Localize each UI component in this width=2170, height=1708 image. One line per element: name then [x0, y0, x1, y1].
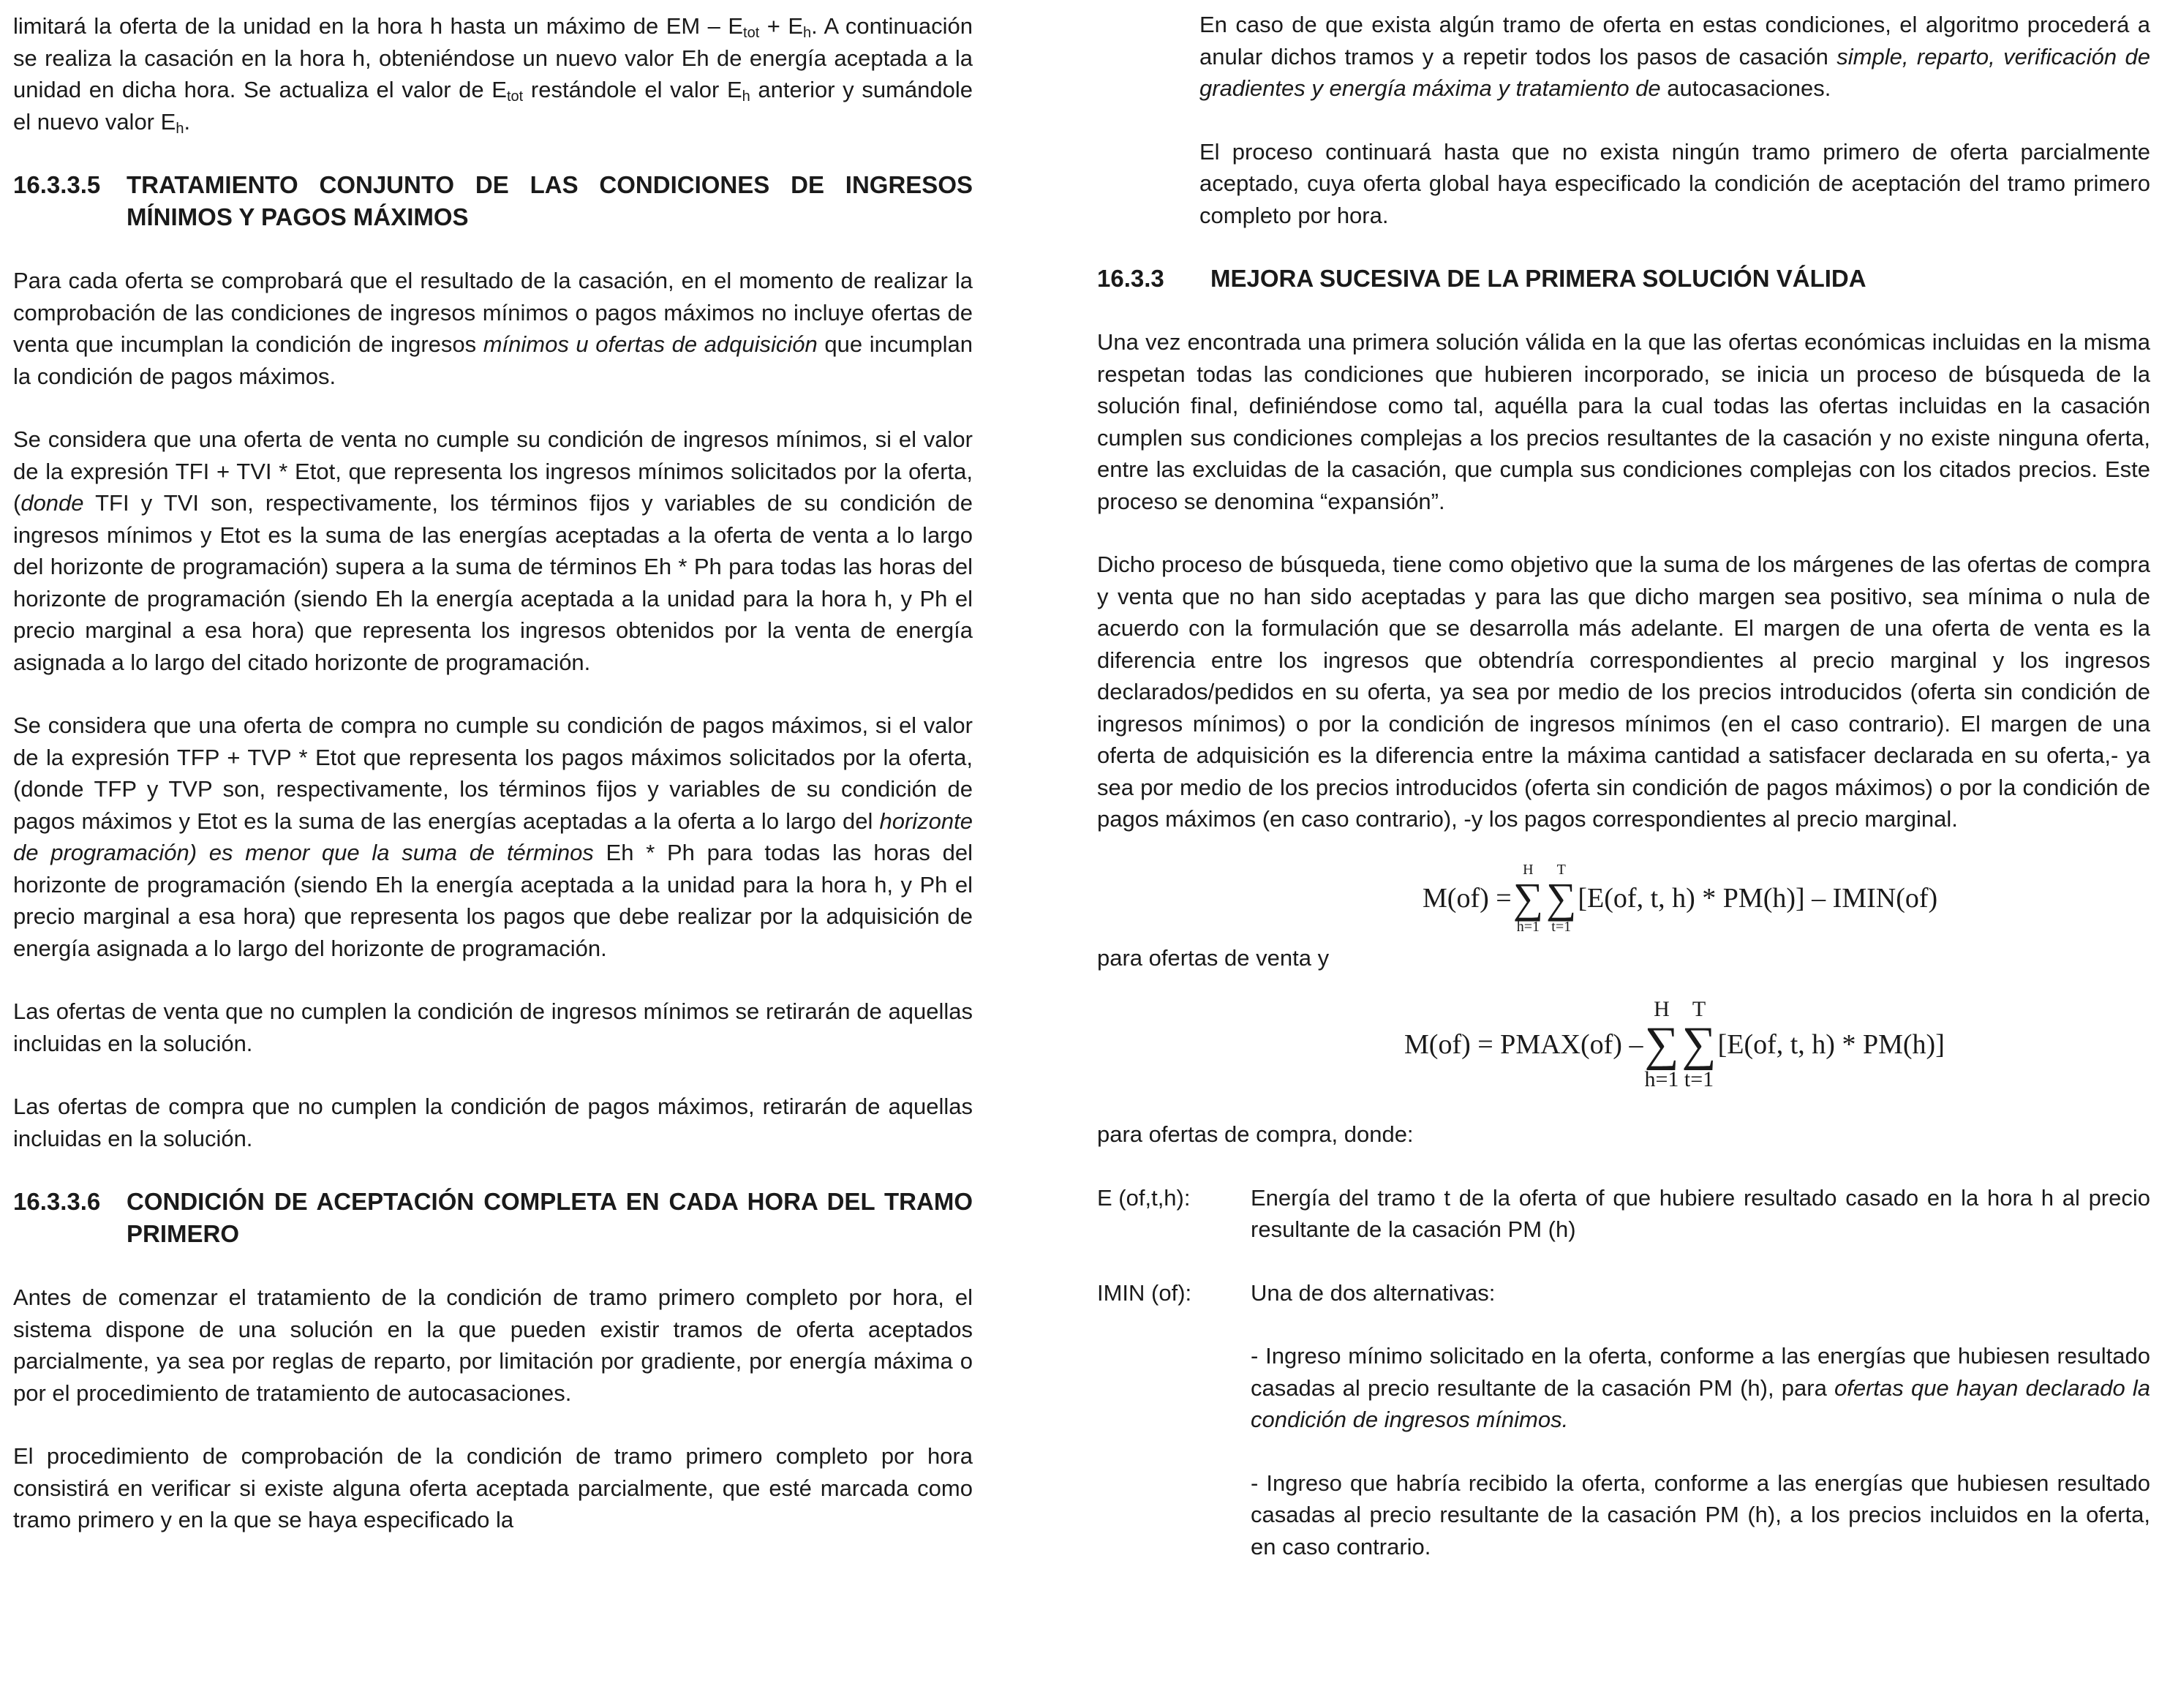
paragraph-sale-offer-condition: Se considera que una oferta de venta no cumple su condición de ingresos mínimos, si el valor de la expresión TFI + TVI * Etot, que representa los ingresos mínimos solicitados por la oferta, (donde TFI y TVI son, respectivamente, los términos fijos y variables de su condición de ingresos mínimos y Etot es la suma de las energías aceptadas a la oferta de venta a lo largo del horizonte de programación) supera a la suma de términos Eh * Ph para todas las horas del horizonte de programación (siendo Eh la energía aceptada a la unidad para la hora h, y Ph el precio marginal a esa hora) que representa los ingresos obtenidos por la venta de energía asignada a lo largo del citado horizonte de programación.: [13, 426, 973, 675]
formula-purchase-margin: [1097, 990, 2150, 1099]
formula-body: [E(of, t, h) * PM(h)]: [1717, 1029, 1945, 1060]
summation-h: H ∑ h=1: [1644, 997, 1679, 1091]
section-title: TRATAMIENTO CONJUNTO DE LAS CONDICIONES DE INGRESOS MÍNIMOS Y PAGOS MÁXIMOS: [127, 171, 973, 230]
indented-block: [1097, 9, 2150, 231]
formula-sale-margin: [1097, 854, 2150, 942]
definition-energy: [1097, 1182, 2150, 1246]
paragraph-for-purchase-offers: para ofertas de compra, donde:: [1097, 1121, 1414, 1147]
paragraph-check-conditions: Para cada oferta se comprobará que el resultado de la casación, en el momento de realizar la comprobación de las condiciones de ingresos mínimos o pagos máximos no incluye ofertas de venta que incumplan la condición de ingresos mínimos u ofertas de adquisición que incumplan la condición de pagos máximos.: [13, 268, 973, 389]
section-number: 16.3.3.5: [13, 171, 101, 198]
formula-lhs: M(of) = PMAX(of) –: [1404, 1029, 1643, 1060]
paragraph-first-block-procedure: El procedimiento de comprobación de la condición de tramo primero completo por hora consistirá en verificar si existe alguna oferta aceptada parcialmente, que esté marcada como tramo primero y en la que se haya especificado la: [13, 1443, 973, 1532]
section-number: 16.3.3.6: [13, 1188, 101, 1215]
definition-term: E (of,t,h):: [1097, 1184, 1191, 1211]
formula-lhs: M(of) =: [1423, 882, 1512, 914]
summation-t: T ∑ t=1: [1681, 997, 1717, 1091]
summation-t: T ∑ t=1: [1546, 861, 1577, 935]
section-title: MEJORA SUCESIVA DE LA PRIMERA SOLUCIÓN VÁLIDA: [1210, 265, 1866, 292]
paragraph-energy-limit: limitará la oferta de la unidad en la hora h hasta un máximo de EM – $E_{tot} + E_h$. A continuación se realiza la casación en la hora h, obteniéndose un nuevo valor Eh de energía aceptada a la unidad en dicha hora. Se actualiza el valor de $E_{tot}$ restándole el valor $E_h$ anterior y sumándole el nuevo valor $E_h$.: [13, 13, 973, 137]
left-column: [13, 10, 973, 1536]
paragraph-purchase-offer-condition: Se considera que una oferta de compra no cumple su condición de pagos máximos, si el valor de la expresión TFP + TVP * Etot que representa los pagos máximos solicitados por la oferta, (donde TFP y TVP son, respectivamente, los términos fijos y variables de su condición de pagos máximos y Etot es la suma de las energías aceptadas a la oferta a lo largo del horizonte de programación) es menor que la suma de términos Eh * Ph para todas las horas del horizonte de programación (siendo Eh la energía aceptada a la unidad para la hora h, y Ph el precio marginal a esa hora) que representa los pagos que debe realizar por la adquisición de energía asignada a lo largo del horizonte de programación.: [13, 712, 973, 961]
section-title: CONDICIÓN DE ACEPTACIÓN COMPLETA EN CADA HORA DEL TRAMO PRIMERO: [127, 1188, 973, 1247]
formula-body: [E(of, t, h) * PM(h)] – IMIN(of): [1578, 882, 1938, 914]
paragraph-search-objective: Dicho proceso de búsqueda, tiene como objetivo que la suma de los márgenes de las ofertas de compra y venta que no han sido aceptadas y para las que dicho margen sea positivo, sea mínima o nula de acuerdo con la formulación que se desarrolla más adelante. El margen de una oferta de venta es la diferencia entre los ingresos que obtendría correspondientes al precio marginal y los ingresos declarados/pedidos en su oferta, ya sea por medio de los precios introducidos (oferta sin condición de ingresos mínimos) o por la condición de ingresos mínimos (en el caso contrario). El margen de una oferta de adquisición es la diferencia entre la máxima cantidad a satisfacer declarada en su oferta,- ya sea por medio de los precios introducidos (oferta sin condición de pagos máximos) o por la condición de pagos máximos (en caso contrario), -y los pagos correspondientes al precio marginal.: [1097, 552, 2150, 832]
section-number: 16.3.3: [1097, 265, 1164, 292]
paragraph-for-sale-offers: para ofertas de venta y: [1097, 944, 1330, 971]
paragraph-process-continues: El proceso continuará hasta que no exista ningún tramo primero de oferta parcialmente aceptado, cuya oferta global haya especificado la condición de aceptación del tramo primero completo por hora.: [1199, 138, 2150, 228]
section-heading-16-3-3: [1097, 263, 2150, 295]
paragraph-purchase-removal: Las ofertas de compra que no cumplen la condición de pagos máximos, retirarán de aquellas incluidas en la solución.: [13, 1094, 973, 1151]
definition-term: IMIN (of):: [1097, 1279, 1192, 1306]
definition-body: [1251, 1277, 2150, 1563]
paragraph-first-block-intro: Antes de comenzar el tratamiento de la condición de tramo primero completo por hora, el sistema dispone de una solución en la que pueden existir tramos de oferta aceptados parcialmente, ya sea por reglas de reparto, por limitación por gradiente, por energía máxima o por el procedimiento de tratamiento de autocasaciones.: [13, 1284, 973, 1406]
definition-imin: [1097, 1277, 2150, 1563]
paragraph-expansion: Una vez encontrada una primera solución válida en la que las ofertas económicas incluidas en la misma respetan todas las condiciones que hubieren incorporado, se inicia un proceso de búsqueda de la solución final, definiéndose como tal, aquélla para la cual todas las ofertas incluidas en la casación cumplen sus condiciones complejas a los precios resultantes de la casación y no existe ninguna oferta, entre las excluidas de la casación, que cumpla sus condiciones complejas con los citados precios. Este proceso se denomina “expansión”.: [1097, 329, 2150, 514]
definition-text: Una de dos alternativas:: [1251, 1279, 1496, 1306]
paragraph-cancel-blocks: En caso de que exista algún tramo de oferta en estas condiciones, el algoritmo procederá a anular dichos tramos y a repetir todos los pasos de casación simple, reparto, verificación de gradientes y energía máxima y tratamiento de autocasaciones.: [1199, 12, 2150, 101]
section-heading-16-3-3-5: [13, 169, 973, 233]
definition-text: Energía del tramo t de la oferta of que hubiere resultado casado en la hora h al precio resultante de la casación PM (h): [1251, 1184, 2150, 1242]
alternative-2: - Ingreso que habría recibido la oferta, conforme a las energías que hubiesen resultado casadas al precio resultante de la casación PM (h), a los precios incluidos en la oferta, en caso contrario.: [1251, 1470, 2150, 1560]
paragraph-sale-removal: Las ofertas de venta que no cumplen la condición de ingresos mínimos se retirarán de aquellas incluidas en la solución.: [13, 998, 973, 1056]
section-heading-16-3-3-6: [13, 1186, 973, 1250]
alternative-1: - Ingreso mínimo solicitado en la oferta, conforme a las energías que hubiesen resultado casadas al precio resultante de la casación PM (h), para ofertas que hayan declarado la condición de ingresos mínimos.: [1251, 1343, 2150, 1432]
summation-h: H ∑ h=1: [1512, 861, 1544, 935]
right-column: [1097, 9, 2150, 1562]
